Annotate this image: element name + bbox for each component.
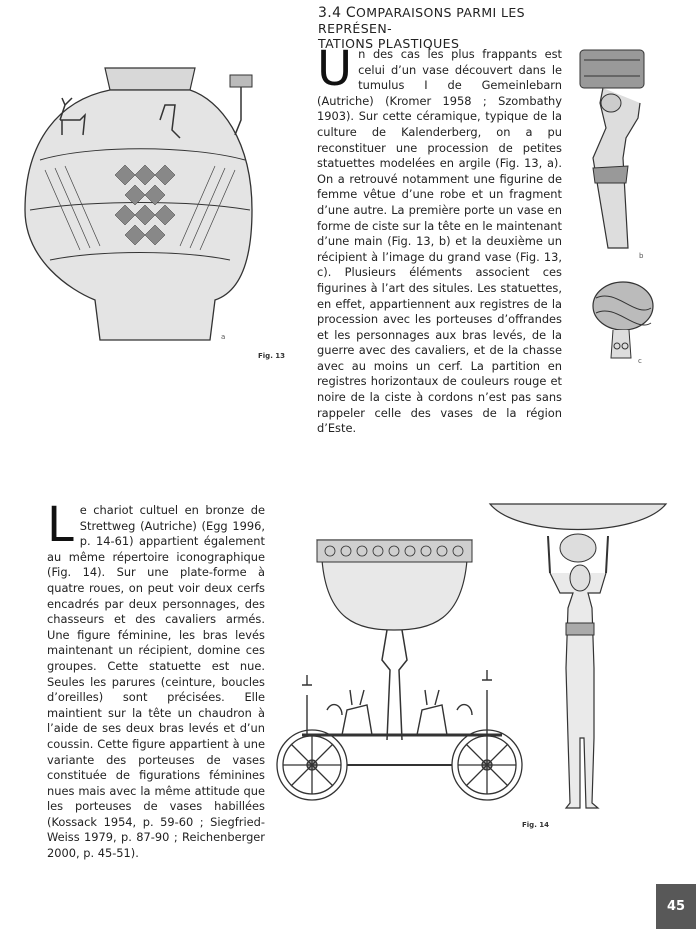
fig13-figurine-b-illustration <box>578 48 648 258</box>
section-number: 3.4 <box>318 5 342 21</box>
page-number: 45 <box>666 899 686 914</box>
heading-initial: C <box>345 5 357 21</box>
fig13-label-a: a <box>221 333 226 341</box>
fig13-caption: Fig. 13 <box>258 352 286 360</box>
fig14-caption: Fig. 14 <box>522 821 550 829</box>
section-heading <box>318 5 568 51</box>
fig14-female-figure-illustration <box>488 498 668 818</box>
paragraph-2 <box>47 497 265 862</box>
fig13-fragment-c-illustration <box>591 278 657 368</box>
fig13-vase-illustration <box>20 60 260 340</box>
heading-line2: TATIONS PLASTIQUES <box>318 36 460 51</box>
fig13-label-c: c <box>638 357 642 365</box>
heading-line1: OMPARAISONS PARMI LES REPRÉSEN- <box>318 5 526 36</box>
dropcap-l: L <box>47 497 74 553</box>
page-number-box <box>656 884 696 929</box>
paragraph-1-text: n des cas les plus frappants est celui d’un vase découvert dans le tumulus I de Gemeinlebarn (Autriche) (Kromer 1958 ; Szombathy 1903). Sur cette céramique, typique de la culture de Kalenderberg, on a pu reconstituer une procession de petites statuettes modelées en argile (Fig. 13, a). On a retrouvé notamment une figurine de femme vêtue d’une robe et un fragment d’une autre. La première porte un vase en forme de ciste sur la tête en le maintenant d’une main (Fig. 13, b) et la deuxième un récipient à l’image du grand vase (Fig. 13, c). Plusieurs éléments associent ces figurines à l’art des situles. Les statuettes, en effet, appartiennent aux registres de la procession avec les porteuses d’offrandes et les personnages aux bras levés, de la guerre avec des cavaliers, et de la chasse avec au moins un cerf. La partition en registres horizontaux de couleurs rouge et noire de la ciste à cordons n’est pas sans rappeler celle des vases de la région d’Este. <box>317 47 562 436</box>
dropcap-u: U <box>317 41 353 97</box>
fig13-label-b: b <box>639 252 644 260</box>
paragraph-2-text: e chariot cultuel en bronze de Strettweg (Autriche) (Egg 1996, p. 14-61) appartient également au même répertoire iconographique (Fig. 14). Sur une plate-forme à quatre roues, on peut voir deux cerfs encadrés par deux personnages, des chasseurs et des cavaliers armés. Une figure féminine, les bras levés maintenant un récipient, domine ces groupes. Cette statuette est nue. Seules les parures (ceinture, boucles d’oreilles) sont précisées. Elle maintient sur la tête un chaudron à l’aide de ses deux bras levés et d’un coussin. Cette figure appartient à une variante des porteuses de vases constituée de figurations féminines nues mais avec la même attitude que les porteuses de vases habillées (Kossack 1954, p. 59-60 ; Siegfried-Weiss 1979, p. 87-90 ; Reichenberger 2000, p. 45-51). <box>47 503 265 861</box>
